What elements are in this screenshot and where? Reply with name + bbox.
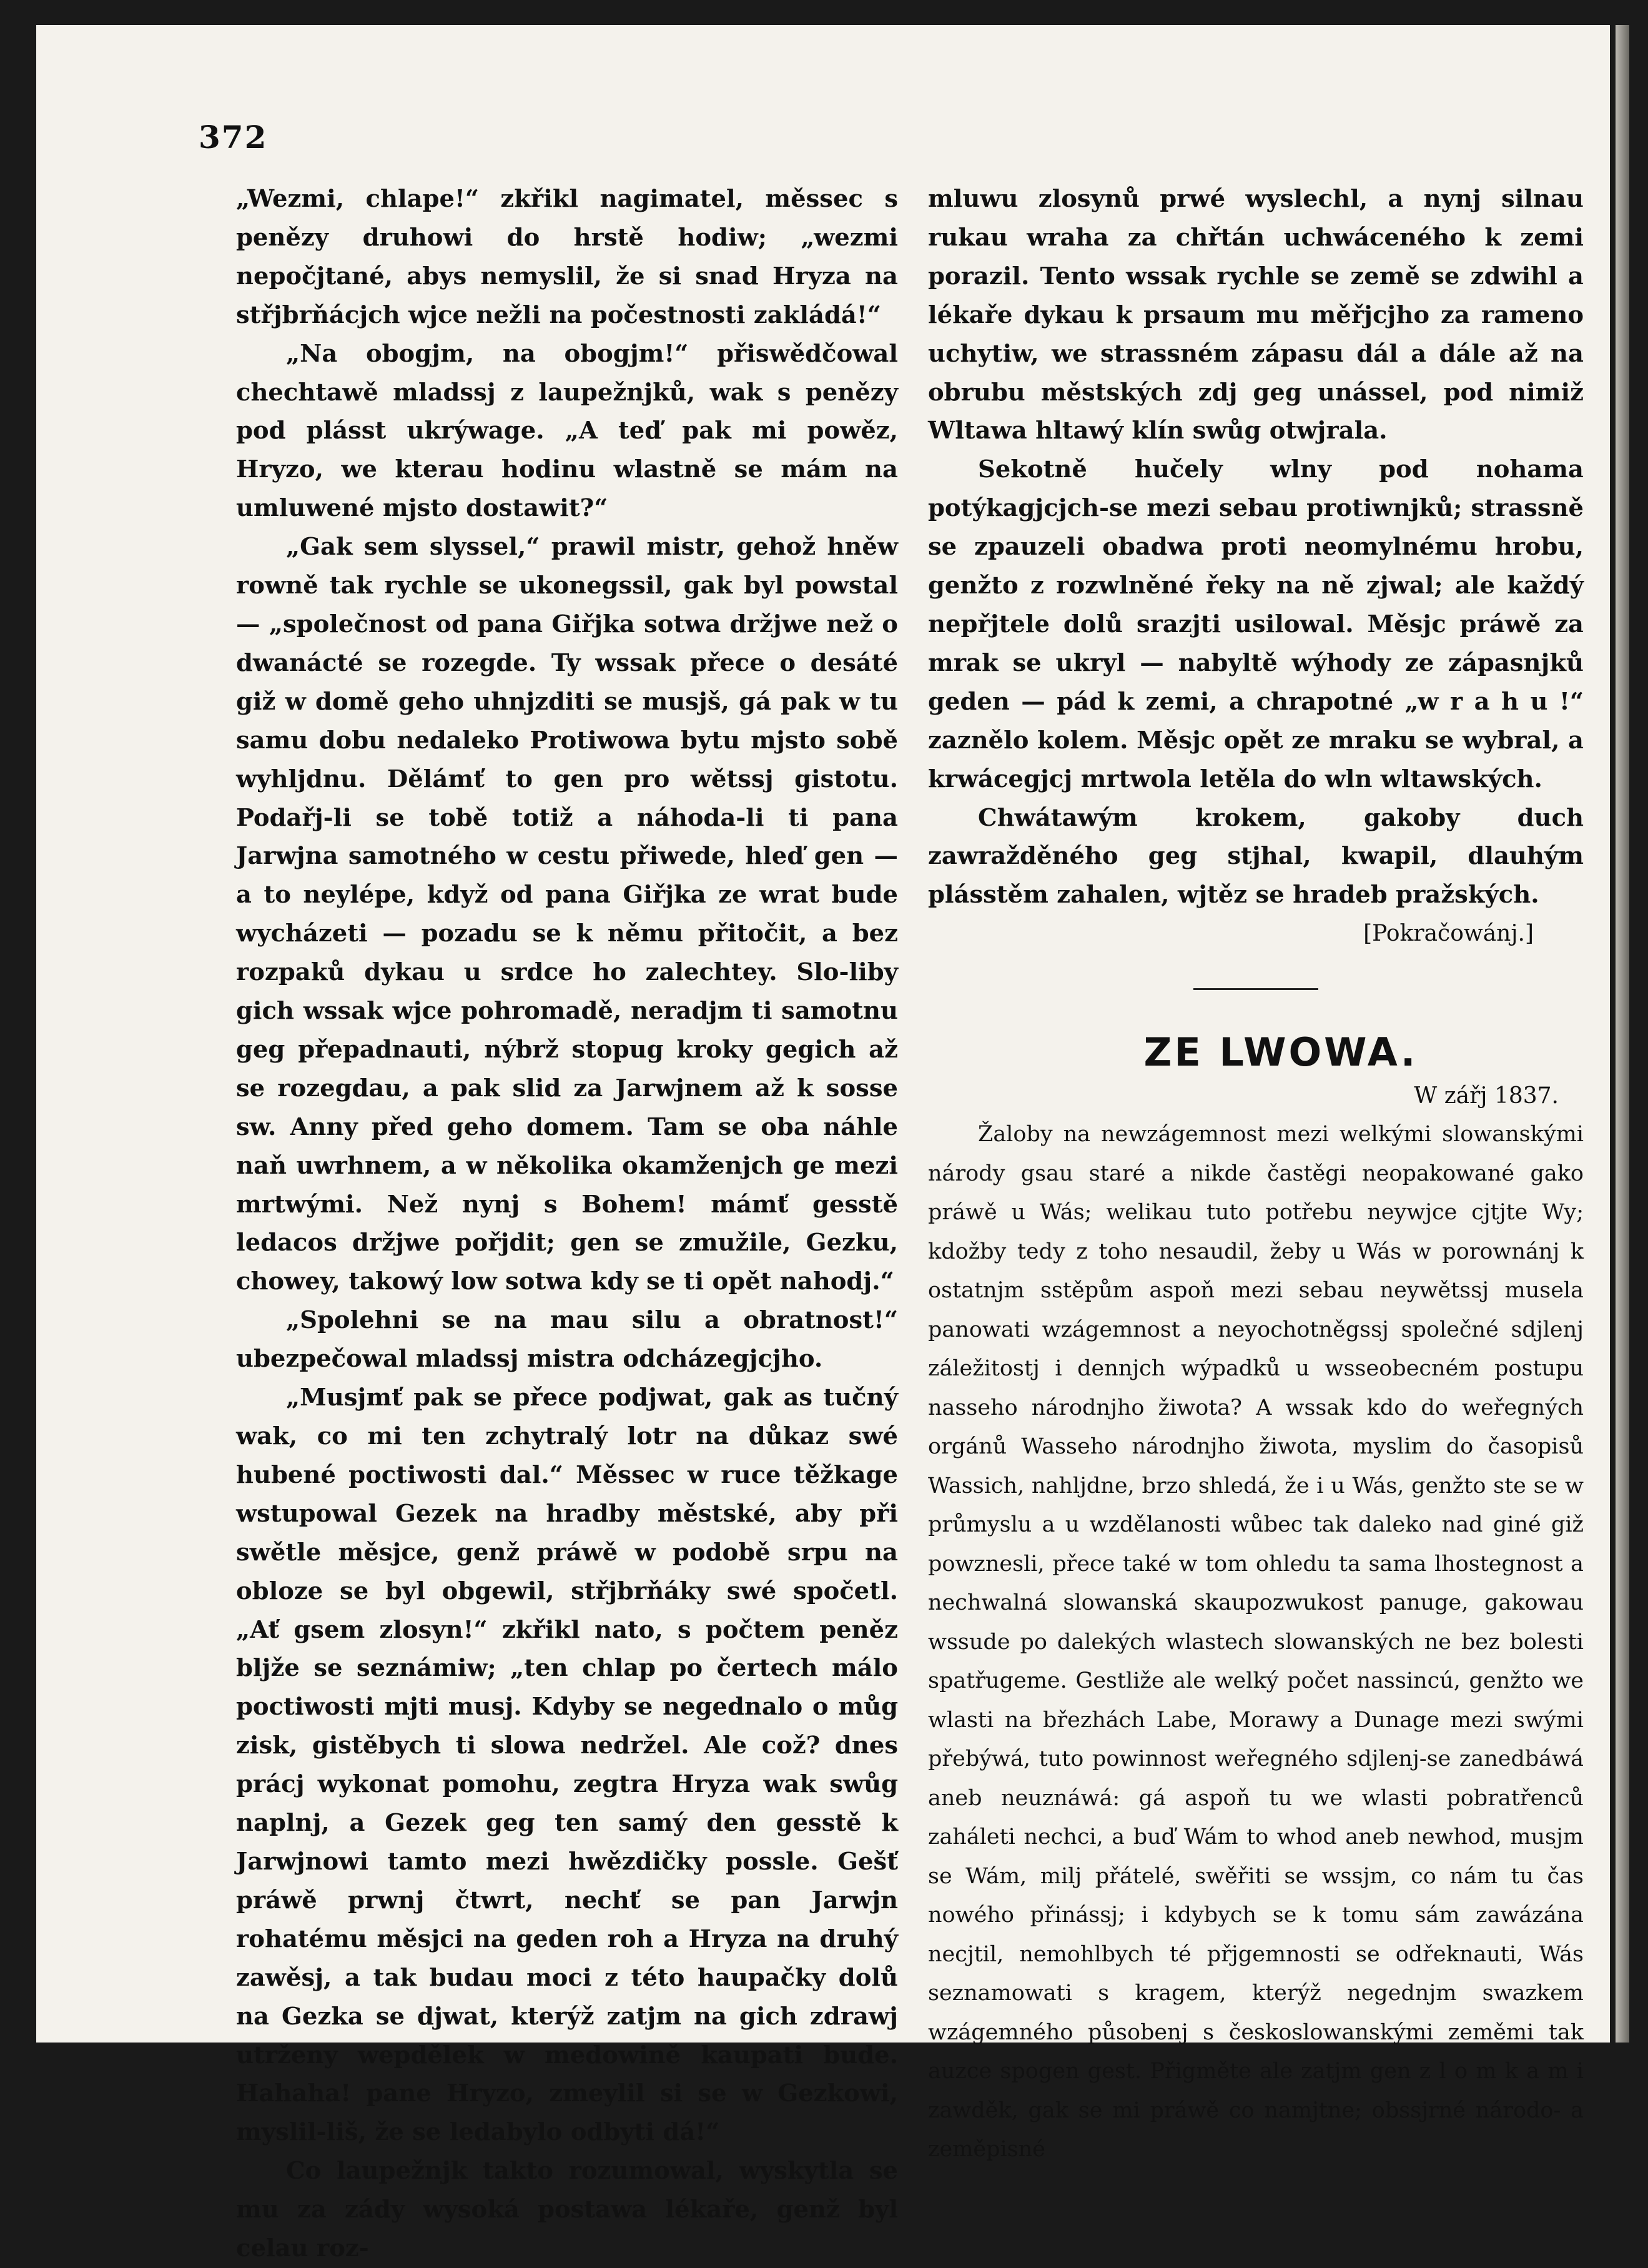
page-number: 372: [199, 119, 268, 156]
paragraph: Co laupežnjk takto rozumowal, wyskytla se mu za zády wysoká postawa lékaře, genž byl celau roz-: [236, 2157, 898, 2263]
paragraph: mluwu zlosynů prwé wyslechl, a nynj silnau rukau wraha za chřtán uchwáceného k zemi porazil. Tento wssak rychle se země se zdwihl a lékaře dykau k prsaum mu měřjcjho za rameno uchytiw, we strassném zápasu dál a dále až na obrubu městských zdj geg unássel, pod nimiž Wltawa hltawý klín swůg otwjrala.: [928, 185, 1584, 445]
article-title: ZE LWOWA.: [1143, 1029, 1418, 1076]
article-paragraph: Žaloby na newzágemnost mezi welkými slowanskými národy gsau staré a nikde častěgi neopakowané gako práwě u Wás; welikau tuto potřebu neywjce cjtjte Wy; kdožby tedy z toho nesaudil, žeby u Wás w porownánj k ostatnjm sstěpům aspoň mezi sebau neywětssj musela panowati wzágemnost a neyochotněgssj společné sdjlenj záležitostj i dennjch wýpadků u wsseobecném postupu nasseho národnjho žiwota? A wssak kdo do weřegných orgánů Wasseho národnjho žiwota, myslim do časopisů Wassich, nahljdne, brzo shledá, že i u Wás, genžto ste se w průmyslu a u wzdělanosti wůbec tak daleko nad giné giž powznesli, přece také w tom ohledu ta sama lhostegnost a nechwalná slowanská skaupozwukost panuge, gakowau wssude po dalekých wlastech slowanských ne bez bolesti spatřugeme. Gestliže ale welký počet nassincú, genžto we wlasti na březhách Labe, Morawy a Dunage mezi swými přebýwá, tuto powinnost weřegného sdjlenj-se zanedbáwá aneb neuznáwá: gá aspoň tu we wlasti pobratřenců zaháleti nechci, a buď Wám to whod aneb newhod, musjm se Wám, milj přátelé, swěřiti se wssjm, co nám tu čas nowého přinássj; i kdybych se k tomu sám zawázána necjtil, nemohlbych té přjgemnosti se odřeknauti, Wás seznamowati s kragem, kterýž negednjm swazkem wzágemného působenj s českoslowanskými zeměmi tak auzce spogen gest. Přigměte ale zatjm gen z l o m k a m i zawděk, gak se mi práwě co namjtne; obssjrné národo- a zeměpisné: [928, 1122, 1584, 2162]
paragraph: „Gak sem slyssel,“ prawil mistr, gehož hněw rowně tak rychle se ukonegssil, gak byl powstal — „společnost od pana Giřjka sotwa držjwe než o dwanácté se rozegde. Ty wssak přece o desáté giž w domě geho uhnjzditi se musjš, gá pak w tu samu dobu nedaleko Protiwowa bytu mjsto sobě wyhljdnu. Dělámť to gen pro wětssj gistotu. Podařj-li se tobě totiž a náhoda-li ti pana Jarwjna samotného w cestu přiwede, hleď gen — a to neylépe, když od pana Giřjka ze wrat bude wycházeti — pozadu se k němu přitočit, a bez rozpaků dykau u srdce ho zalechtey. Slo-liby gich wssak wjce pohromadě, neradjm ti samotnu geg přepadnauti, nýbrž stopug kroky gegich až se rozegdau, a pak slid za Jarwjnem až k sosse sw. Anny před geho domem. Tam se oba náhle naň uwrhnem, a w několika okamženjch ge mezi mrtwými. Než nynj s Bohem! mámť gesstě ledacos držjwe pořjdit; gen se zmužile, Gezku, chowey, takowý low sotwa kdy se ti opět nahodj.“: [236, 533, 898, 1296]
section-divider: [1193, 988, 1318, 990]
paragraph: „Na obogjm, na obogjm!“ přiswědčowal chechtawě mladssj z laupežnjků, wak s penězy pod plásst ukrýwage. „A teď pak mi powěz, Hryzo, we kterau hodinu wlastně se mám na umluwené mjsto dostawit?“: [236, 339, 898, 523]
paragraph: „Spolehni se na mau silu a obratnost!“ ubezpečowal mladssj mistra odcházegjcjho.: [236, 1306, 898, 1374]
left-column: [236, 180, 898, 2268]
continued-label: [Pokračowánj.]: [1363, 921, 1534, 947]
paragraph: Sekotně hučely wlny pod nohama potýkagjcjch-se mezi sebau protiwnjků; strassně se zpauzeli obadwa proti neomylnému hrobu, genžto z rozwlněné řeky na ně zjwal; ale každý nepřjtele dolů srazjti usilowal. Měsjc práwě za mrak se ukryl — nabyltě wýhody ze zápasnjků geden — pád k zemi, a chrapotné „w r a h u !“ zaznělo kolem. Měsjc opět ze mraku se wybral, a krwácegjcj mrtwola letěla do wln wltawských.: [928, 455, 1584, 793]
paragraph: „Wezmi, chlape!“ zkřikl nagimatel, měssec s penězy druhowi do hrstě hodiw; „wezmi nepočjtané, abys nemyslil, že si snad Hryza na střjbrňácjch wjce nežli na počestnosti zakládá!“: [236, 185, 898, 329]
paragraph: „Musjmť pak se přece podjwat, gak as tučný wak, co mi ten zchytralý lotr na důkaz swé hubené poctiwosti dal.“ Měssec w ruce těžkage wstupowal Gezek na hradby městské, aby při swětle měsjce, genž práwě w podobě srpu na obloze se byl obgewil, střjbrňáky swé spočetl. „Ať gsem zlosyn!“ zkřikl nato, s počtem peněz bljže se seznámiw; „ten chlap po čertech málo poctiwosti mjti musj. Kdyby se negednalo o můg zisk, gistěbych ti slowa nedržel. Ale což? dnes prácj wykonat pomohu, zegtra Hryza wak swůg naplnj, a Gezek geg ten samý den gesstě k Jarwjnowi tamto mezi hwězdičky posslе. Gešť práwě prwnj čtwrt, nechť se pan Jarwjn rohatému měsjci na geden roh a Hryza na druhý zawěsj, a tak budau moci z této haupačky dolů na Gezka se djwat, kterýž zatjm na gich zdrawj utrženy wepdělek w medowině kaupati bude. Hahaha! pane Hryzo, zmeylil si se w Gezkowi, myslil-liš, že se ledabylo odbyti dá!“: [236, 1384, 898, 2147]
page-edge: [1616, 25, 1629, 2043]
book-page: [36, 25, 1610, 2263]
paragraph: Chwátawým krokem, gakoby duch zawražděného geg stjhal, kwapil, dlauhým plásstěm zahalen, wjtěz se hradeb pražských.: [928, 803, 1584, 909]
article-dateline: W zářj 1837.: [1414, 1083, 1559, 1109]
right-column: [928, 180, 1584, 2169]
